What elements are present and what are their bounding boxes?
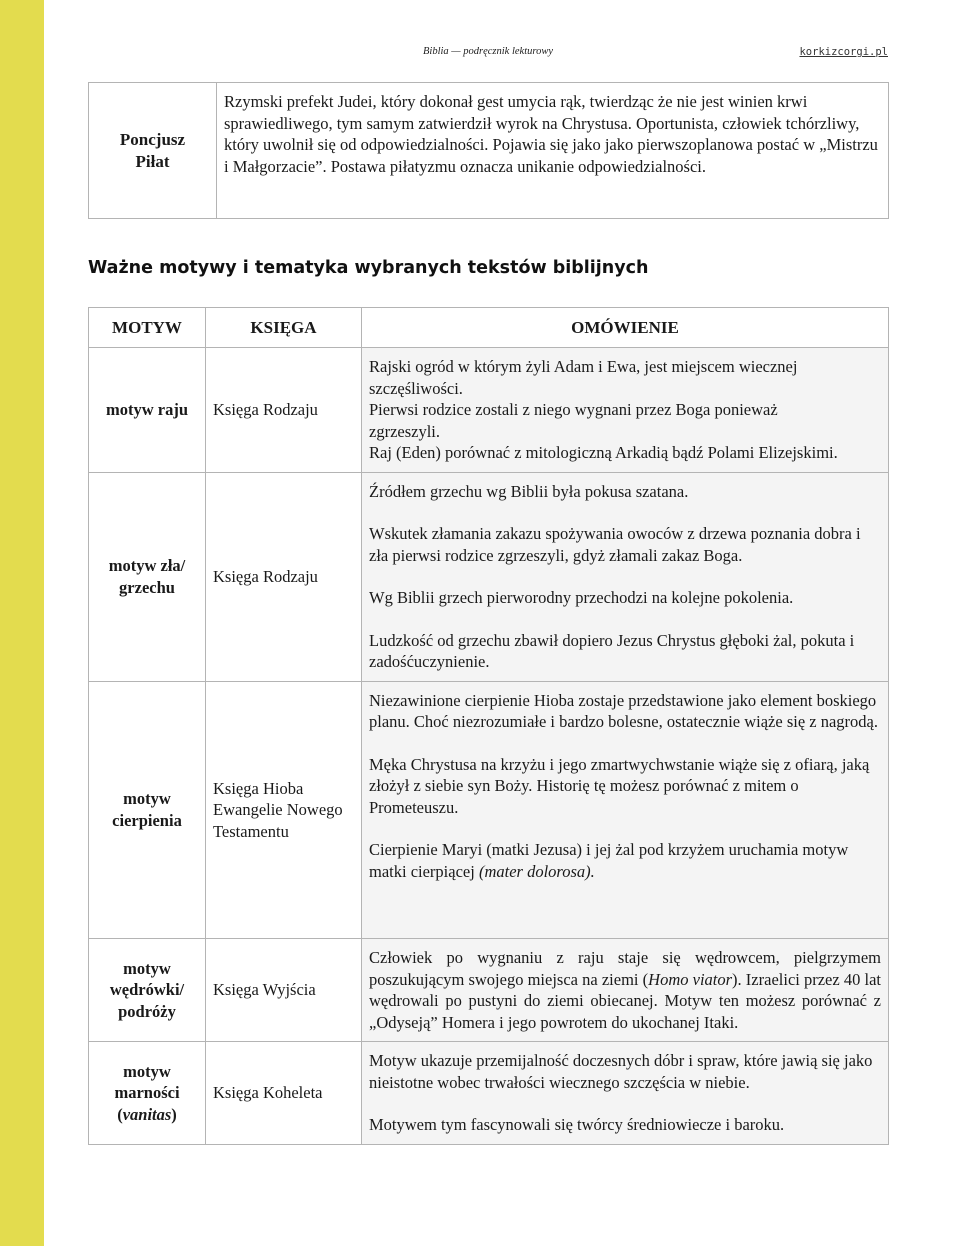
motif-cell xyxy=(89,472,206,681)
motif-table xyxy=(88,307,889,1145)
book-label: Księga Koheleta xyxy=(213,1083,323,1102)
book-cell xyxy=(206,472,362,681)
discussion-paragraph: Niezawinione cierpienie Hioba zostaje przedstawione jako element boskiego planu. Choć niezrozumiałe i bardzo bolesne, ostatecznie wiąże się z nagrodą. xyxy=(369,690,878,731)
discussion-cell xyxy=(362,1042,889,1145)
table-row xyxy=(89,472,889,681)
discussion-paragraph: Rajski ogród w którym żyli Adam i Ewa, jest miejscem wiecznej szczęśliwości. Pierwsi rodzice zostali z niego wygnani przez Boga ponieważ zgrzeszyli. Raj (Eden) porównać z mitologiczną Arkadią bądź Polami Elizejskimi. xyxy=(369,357,838,462)
discussion-paragraph: Wg Biblii grzech pierworodny przechodzi na kolejne pokolenia. xyxy=(369,588,794,607)
motif-label: motyw wędrówki/ podróży xyxy=(109,958,185,1021)
book-label: Księga Wyjścia xyxy=(213,980,316,1000)
motif-cell xyxy=(89,348,206,473)
discussion-paragraph: Wskutek złamania zakazu spożywania owoców z drzewa poznania dobra i zła pierwsi rodzice zgrzeszyli, gdyż złamali zakaz Boga. xyxy=(369,524,861,565)
book-label: Księga Hioba Ewangelie Nowego Testamentu xyxy=(213,778,343,841)
motif-cell xyxy=(89,939,206,1042)
motif-cell xyxy=(89,1042,206,1145)
character-row xyxy=(89,83,889,219)
discussion-cell xyxy=(362,939,889,1042)
table-header-row xyxy=(89,308,889,348)
discussion-cell xyxy=(362,681,889,939)
header-title: Biblia — podręcznik lekturowy xyxy=(423,46,553,57)
section-heading: Ważne motywy i tematyka wybranych tekstów biblijnych xyxy=(88,258,649,278)
book-cell xyxy=(206,348,362,473)
motif-label: motyw marności (vanitas) xyxy=(114,1061,180,1124)
book-cell xyxy=(206,1042,362,1145)
table-row xyxy=(89,939,889,1042)
motif-label: motyw zła/ grzechu xyxy=(108,556,186,597)
discussion-paragraph: Źródłem grzechu wg Biblii była pokusa szatana. xyxy=(369,481,689,501)
latin-term: (mater dolorosa). xyxy=(478,861,595,881)
table-row xyxy=(89,1042,889,1145)
motif-label: motyw cierpienia xyxy=(112,789,182,830)
discussion-paragraph: Motywem tym fascynowali się twórcy średniowiecze i baroku. xyxy=(369,1115,785,1134)
page-sidebar-stripe xyxy=(0,0,44,1246)
discussion-cell xyxy=(362,348,889,473)
discussion-paragraph: Cierpienie Maryi (matki Jezusa) i jej żal pod krzyżem uruchamia motyw matki cierpiącej (mater dolorosa). xyxy=(369,840,849,881)
page-header xyxy=(88,46,888,62)
header-discussion: OMÓWIENIE xyxy=(362,308,889,348)
latin-term: vanitas xyxy=(122,1104,172,1124)
motif-cell xyxy=(89,681,206,939)
book-label: Księga Rodzaju xyxy=(213,566,318,586)
discussion-paragraph: Męka Chrystusa na krzyżu i jego zmartwychwstanie wiąże się z ofiarą, jaką złożył z siebie syn Boży. Historię tę możesz porównać z mitem o Prometeuszu. xyxy=(369,754,870,817)
character-description: Rzymski prefekt Judei, który dokonał gest umycia rąk, twierdząc że nie jest winien krwi sprawiedliwego, tym samym zatwierdził wyrok na Chrystusa. Oportunista, człowiek tchórzliwy, który uwolnił się od odpowiedzialności. Pojawia się jako jako pierwszoplanowa postać w „Mistrzu i Małgorzacie”. Postawa piłatyzmu oznacza unikanie odpowiedzialności. xyxy=(217,83,889,219)
character-name: Poncjusz Piłat xyxy=(89,83,217,219)
discussion-paragraph: Ludzkość od grzechu zbawił dopiero Jezus Chrystus głęboki żal, pokuta i zadośćuczynienie. xyxy=(369,630,855,671)
header-motif: MOTYW xyxy=(89,308,206,348)
book-cell xyxy=(206,939,362,1042)
header-url-link[interactable]: korkizcorgi.pl xyxy=(799,46,888,58)
character-table xyxy=(88,82,889,219)
latin-term: Homo viator xyxy=(648,969,733,989)
discussion-paragraph: Człowiek po wygnaniu z raju staje się wędrowcem, pielgrzymem poszukującym swojego miejsca na ziemi (Homo viator). Izraelici przez 40 lat wędrowali po pustyni do ziemi obiecanej. Motyw ten możesz porównać z „Odyseją” Homera i jego powrotem do ukochanej Itaki. xyxy=(369,948,881,1032)
table-row xyxy=(89,681,889,939)
header-book: KSIĘGA xyxy=(206,308,362,348)
motif-label: motyw raju xyxy=(105,400,189,419)
table-row xyxy=(89,348,889,473)
book-label: Księga Rodzaju xyxy=(213,400,318,419)
book-cell xyxy=(206,681,362,939)
discussion-cell xyxy=(362,472,889,681)
discussion-paragraph: Motyw ukazuje przemijalność doczesnych dóbr i spraw, które jawią się jako nieistotne wobec trwałości wiecznego szczęścia w niebie. xyxy=(369,1051,873,1092)
